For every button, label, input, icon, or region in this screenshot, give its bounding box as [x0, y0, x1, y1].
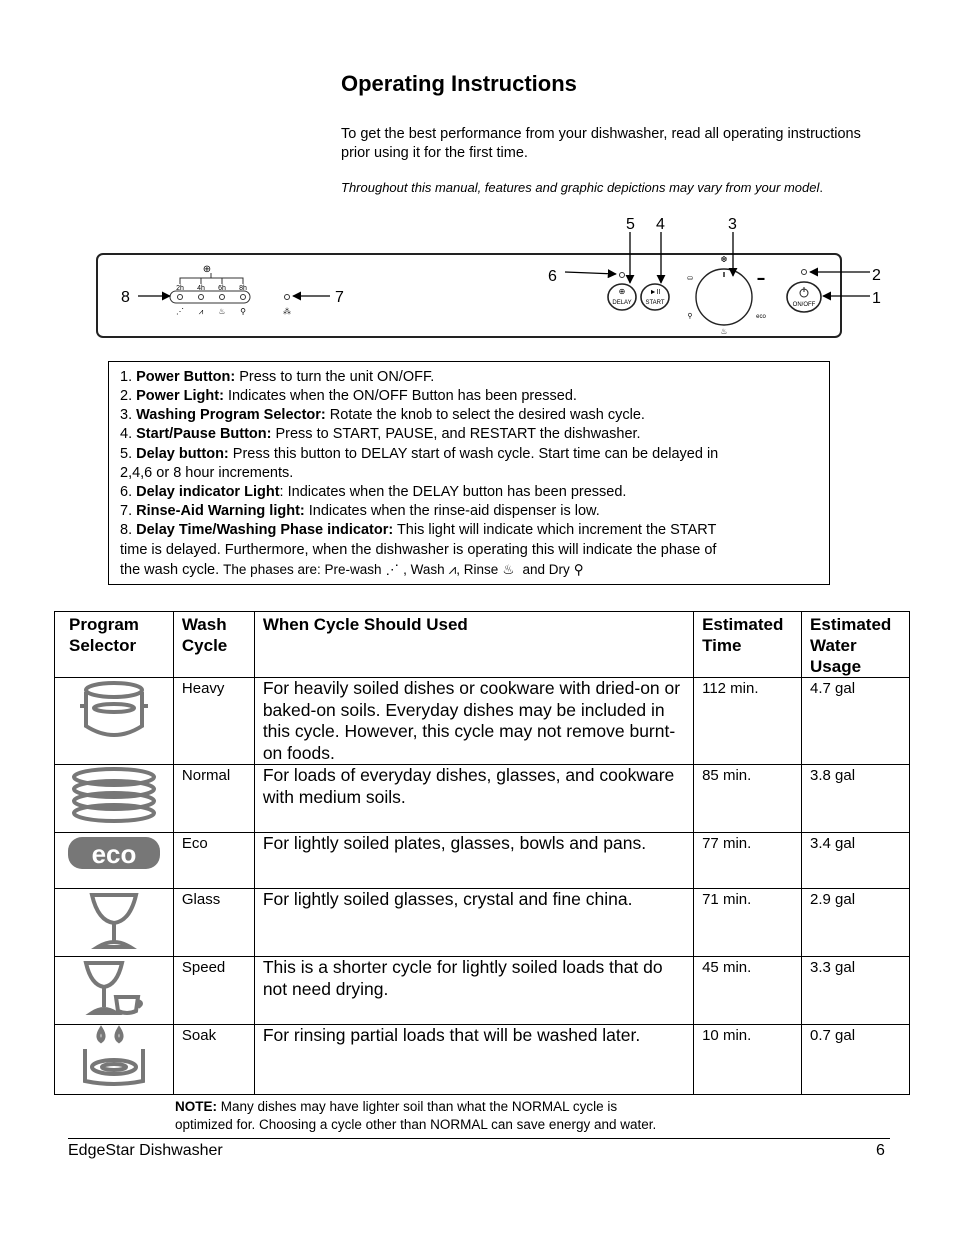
cycle-water: 3.3 gal [810, 959, 856, 976]
cycle-description: For rinsing partial loads that will be washed later. [262, 1025, 641, 1045]
control-legend [108, 361, 830, 585]
rinse-aid-symbol: ⁂ [283, 307, 291, 316]
svg-text:►II: ►II [649, 289, 661, 296]
power-button[interactable] [787, 282, 821, 312]
header-when-used: When Cycle Should Used [262, 615, 468, 634]
footer-product-name: EdgeStar Dishwasher [68, 1142, 223, 1159]
svg-text:⛀: ⛀ [687, 275, 693, 282]
footnote-line-2: optimized for. Choosing a cycle other than NORMAL can save energy and water. [175, 1116, 657, 1132]
program-selector-knob[interactable] [687, 255, 766, 336]
header-estimated-water: Estimated Water Usage [810, 615, 892, 676]
cycle-name: Glass [181, 891, 221, 908]
soak-plate-icon [79, 1025, 149, 1089]
start-pause-button[interactable] [641, 284, 669, 310]
svg-text:▬: ▬ [757, 275, 765, 282]
callout-4: 4 [656, 216, 665, 233]
eco-icon [66, 833, 162, 873]
cycle-water: 2.9 gal [810, 891, 856, 908]
legend-item-3: 3. Washing Program Selector: Rotate the knob to select the desired wash cycle. [120, 407, 645, 423]
cycle-name: Eco [181, 835, 208, 852]
svg-text:⚲: ⚲ [687, 313, 693, 320]
svg-text:♨: ♨ [720, 327, 728, 336]
svg-text:⚲: ⚲ [240, 307, 246, 316]
wine-glass-icon [84, 889, 144, 951]
cycle-water: 4.7 gal [810, 680, 856, 697]
cycle-description: For lightly soiled plates, glasses, bowls and pans. [262, 833, 647, 853]
delay-indicator-light [620, 273, 625, 278]
cycle-time: 71 min. [702, 891, 752, 908]
dry-icon: ⚲ [573, 562, 584, 577]
footer-page-number: 6 [876, 1142, 885, 1159]
cycle-time: 45 min. [702, 959, 752, 976]
rinse-icon: ♨ [502, 562, 515, 577]
hour-6h: 6h [218, 285, 226, 292]
phases-lead: The phases are: Pre-wash [223, 562, 382, 577]
legend-item-8: 8. Delay Time/Washing Phase indicator: This light will indicate which increment the START [120, 522, 717, 538]
rinse-aid-light [285, 295, 290, 300]
normal-plates-icon [69, 765, 159, 827]
table-footnote [175, 1098, 775, 1133]
svg-text:⊕: ⊕ [618, 287, 626, 296]
speed-glass-cup-icon [82, 957, 146, 1019]
callout-5: 5 [626, 216, 635, 233]
table-row [55, 889, 910, 957]
legend-item-2: 2. Power Light: Indicates when the ON/OFF Button has been pressed. [120, 388, 577, 404]
table-header-row [55, 612, 910, 678]
cycle-water: 3.8 gal [810, 767, 856, 784]
legend-item-1: 1. Power Button: Press to turn the unit ON/OFF. [120, 369, 435, 385]
onoff-label: ON/OFF [792, 302, 816, 308]
intro-paragraph: To get the best performance from your dishwasher, read all operating instructions prior using it for the first time. [341, 126, 861, 161]
table-row [55, 833, 910, 889]
page-title: Operating Instructions [341, 71, 577, 96]
cycle-description: For loads of everyday dishes, glasses, and cookware with medium soils. [262, 765, 675, 807]
callout-6: 6 [548, 268, 557, 285]
legend-item-8-cont: time is delayed. Furthermore, when the dishwasher is operating this will indicate the phase of [120, 542, 717, 558]
callout-arrows [138, 232, 870, 296]
cycle-description: For lightly soiled glasses, crystal and fine china. [262, 889, 633, 909]
svg-text:eco: eco [756, 314, 766, 320]
cycle-name: Soak [181, 1027, 217, 1044]
phase-symbols: ⋰ [176, 307, 184, 316]
legend-item-5: 5. Delay button: Press this button to DELAY start of wash cycle. Start time can be delayed in [120, 446, 719, 462]
cycle-time: 112 min. [702, 680, 759, 697]
control-panel-diagram [90, 210, 890, 345]
footnote-label: NOTE: [175, 1099, 217, 1114]
callout-1: 1 [872, 290, 881, 307]
hour-8h: 8h [239, 285, 247, 292]
legend-item-5-cont: 2,4,6 or 8 hour increments. [120, 465, 294, 481]
svg-text:❆: ❆ [720, 255, 728, 264]
footnote-line-1 [175, 1098, 775, 1116]
callout-8: 8 [121, 289, 130, 306]
power-light [802, 270, 807, 275]
cycle-water: 3.4 gal [810, 835, 856, 852]
svg-text:eco: eco [91, 839, 137, 869]
prewash-icon: ⋰ [385, 562, 400, 577]
delay-button[interactable] [608, 284, 636, 310]
legend-item-4: 4. Start/Pause Button: Press to START, PAUSE, and RESTART the dishwasher. [120, 426, 641, 442]
hour-2h: 2h [176, 285, 184, 292]
legend-item-7: 7. Rinse-Aid Warning light: Indicates when the rinse-aid dispenser is low. [120, 503, 600, 519]
start-label: START [645, 300, 665, 306]
cycle-water: 0.7 gal [810, 1027, 856, 1044]
header-estimated-time: Estimated Time [702, 615, 784, 655]
callout-7: 7 [335, 289, 344, 306]
phases-wash: , Wash [403, 562, 445, 577]
wash-cycle-table [54, 611, 910, 1095]
legend-item-6: 6. Delay indicator Light: Indicates when the DELAY button has been pressed. [120, 484, 627, 500]
cycle-name: Normal [181, 767, 231, 784]
cycle-time: 77 min. [702, 835, 752, 852]
table-row [55, 957, 910, 1025]
delay-label: DELAY [612, 300, 632, 306]
cycle-name: Speed [181, 959, 226, 976]
hour-4h: 4h [197, 285, 205, 292]
variance-note-text: Throughout this manual, features and graphic depictions may vary from your model [341, 180, 820, 195]
svg-text:♨: ♨ [218, 307, 226, 316]
variance-note [341, 179, 871, 196]
footnote-text: Many dishes may have lighter soil than what the NORMAL cycle is [217, 1099, 618, 1114]
table-row [55, 1025, 910, 1095]
heavy-pot-icon [74, 678, 154, 748]
phases-rinse: , Rinse [456, 562, 499, 577]
header-wash-cycle: Wash Cycle [181, 615, 228, 655]
legend-item-8-cont2: the wash cycle. The phases are: Pre-wash ⋰ , Wash ⩘, Rinse ♨ and Dry ⚲ [120, 562, 584, 578]
table-row [55, 765, 910, 833]
svg-text:⩘: ⩘ [198, 307, 204, 316]
callout-2: 2 [872, 267, 881, 284]
cycle-description: This is a shorter cycle for lightly soiled loads that do not need drying. [262, 957, 663, 999]
phases-dry: and Dry [522, 562, 570, 577]
clock-symbol: ⊕ [202, 264, 212, 275]
variance-note-period: . [819, 180, 823, 195]
cycle-time: 85 min. [702, 767, 752, 784]
cycle-time: 10 min. [702, 1027, 752, 1044]
wash-icon: ⩘ [448, 562, 457, 577]
table-row [55, 678, 910, 765]
header-program-selector: Program Selector [69, 615, 139, 655]
footer-rule [68, 1138, 890, 1139]
cycle-name: Heavy [181, 680, 225, 697]
cycle-description: For heavily soiled dishes or cookware with dried-on or baked-on soils. Everyday dishes may be included in this cycle. However, this cycle may not remove burnt-on foods. [262, 678, 681, 763]
callout-3: 3 [728, 216, 737, 233]
delay-phase-indicator [170, 264, 250, 316]
